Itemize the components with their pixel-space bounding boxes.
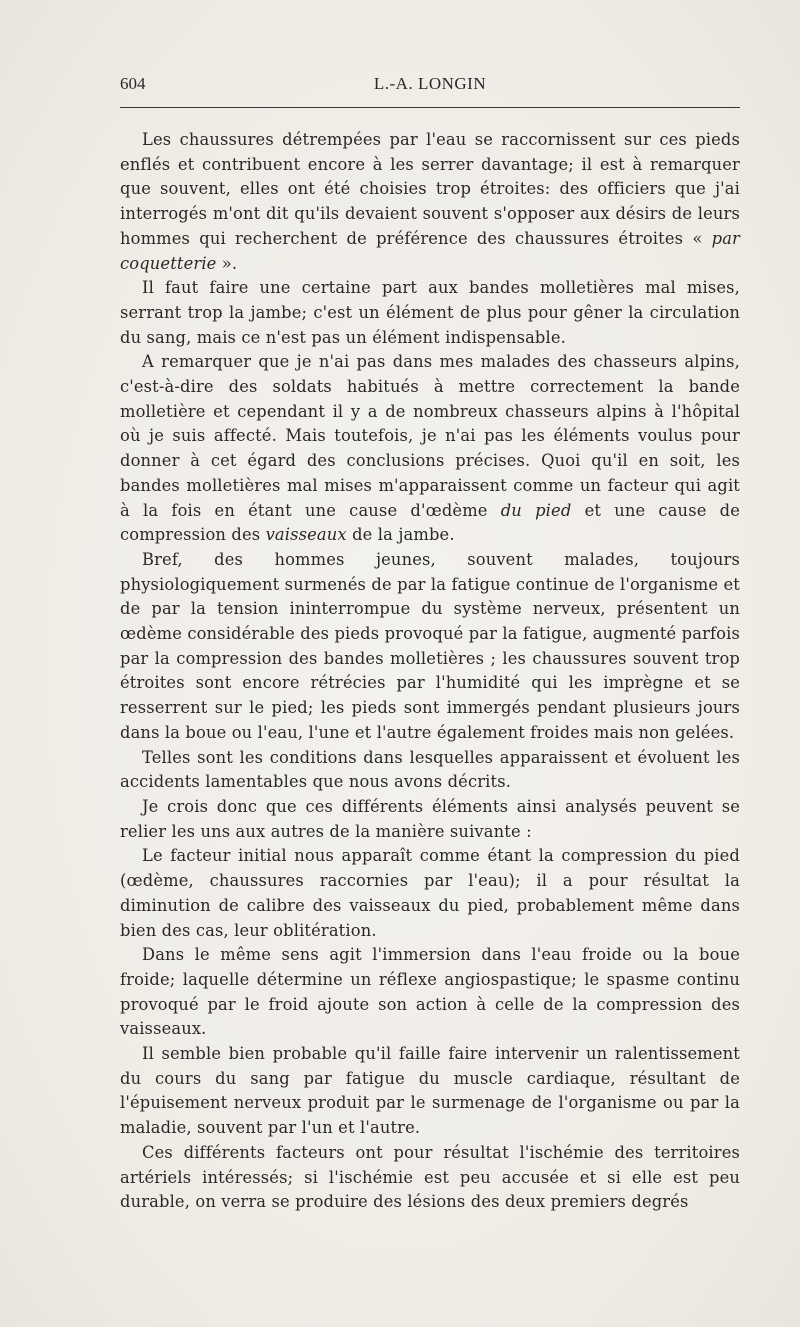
page-header <box>120 74 740 98</box>
paragraph-6: Je crois donc que ces différents éléments ainsi analysés peuvent se relier les uns aux autres de la manière suivante : <box>120 796 740 841</box>
paragraph-9: Il semble bien probable qu'il faille faire intervenir un ralentissement du cours du sang par fatigue du muscle cardiaque, résultant de l'épuisement nerveux produit par le surmenage de l'organisme ou par la maladie, souvent par l'un et l'autre. <box>120 1044 740 1138</box>
paragraph-1: Les chaussures détrempées par l'eau se raccornissent sur ces pieds enflés et contribuent encore à les serrer davantage; il est à remarquer que souvent, elles ont été choisies trop étroites: des officiers que j'ai interrogés m'ont dit qu'ils devaient souvent s'opposer aux désirs de leurs hommes qui recherchent de préférence des chaussures étroites « par coquetterie ». <box>120 130 740 273</box>
paragraph-2: Il faut faire une certaine part aux bandes molletières mal mises, serrant trop la jambe; c'est un élément de plus pour gêner la circulation du sang, mais ce n'est pas un élément indispensable. <box>120 278 740 347</box>
header-rule <box>120 107 740 108</box>
paragraph-10: Ces différents facteurs ont pour résultat l'ischémie des territoires artériels intéressés; si l'ischémie est peu accusée et si elle est peu durable, on verra se produire des lésions des deux premiers degrés <box>120 1142 740 1212</box>
paragraph-7: Le facteur initial nous apparaît comme étant la compression du pied (œdème, chaussures raccornies par l'eau); il a pour résultat la diminution de calibre des vaisseaux du pied, probablement même dans bien des cas, leur oblitération. <box>120 846 740 940</box>
running-title: L.-A. LONGIN <box>373 74 487 93</box>
emphasis: par coquetterie <box>120 228 740 273</box>
emphasis: du pied <box>500 500 572 520</box>
paragraph-4: Bref, des hommes jeunes, souvent malades, toujours physiologiquement surmenés de par la fatigue continue de l'organisme et de par la tension ininterrompue du système nerveux, présentent un œdème considérable des pieds provoqué par la fatigue, augmenté parfois par la compression des bandes molletières ; les chaussures souvent trop étroites sont encore rétrécies par l'humidité qui les imprègne et se resserrent sur le pied; les pieds sont immergés pendant plusieurs jours dans la boue ou l'eau, l'une et l'autre également froides mais non gelées. <box>120 549 740 742</box>
paragraph-5: Telles sont les conditions dans lesquelles apparaissent et évoluent les accidents lamentables que nous avons décrits. <box>120 747 740 792</box>
page-number: 604 <box>120 74 146 93</box>
body-text <box>120 128 740 1215</box>
paragraph-3: A remarquer que je n'ai pas dans mes malades des chasseurs alpins, c'est-à-dire des soldats habitués à mettre correctement la bande molletière et cependant il y a de nombreux chasseurs alpins à l'hôpital où je suis affecté. Mais toutefois, je n'ai pas les éléments voulus pour donner à cet égard des conclusions précises. Quoi qu'il en soit, les bandes molletières mal mises m'apparaissent comme un facteur qui agit à la fois en étant une cause d'œdème du pied et une cause de compression des vaisseaux de la jambe. <box>120 352 740 545</box>
emphasis: vaisseaux <box>265 525 347 545</box>
paragraph-8: Dans le même sens agit l'immersion dans l'eau froide ou la boue froide; laquelle détermine un réflexe angiospastique; le spasme continu provoqué par le froid ajoute son action à celle de la compression des vaisseaux. <box>120 945 740 1039</box>
